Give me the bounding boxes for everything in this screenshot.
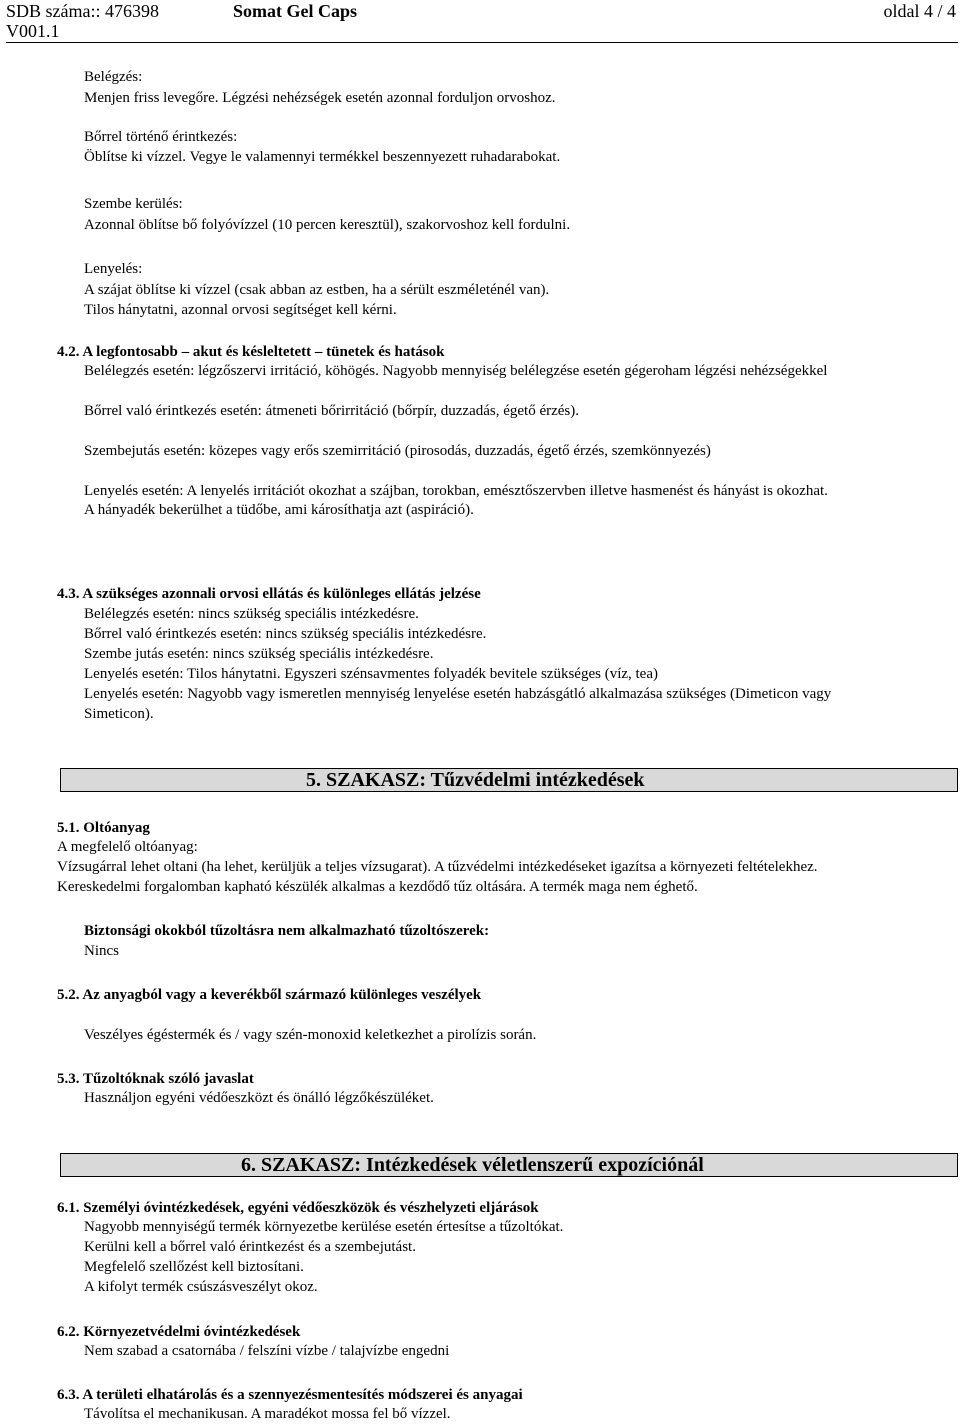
product-name: Somat Gel Caps [233,1,358,21]
symptom-skin: Bőrrel való érintkezés esetén: átmeneti bőrirritáció (bőrpír, duzzadás, égető érzés). [84,403,580,419]
section-6-title: 6. SZAKASZ: Intézkedések véletlenszerű expozíciónál [241,1154,704,1176]
treatment-ingestion-3: Simeticon). [84,706,154,722]
section-5-1-heading: 5.1. Oltóanyag [57,820,150,836]
skin-text: Öblítse ki vízzel. Vegye le valamennyi termékkel beszennyezett ruhadarabokat. [84,149,561,165]
section-5-3-heading: 5.3. Tűzoltóknak szóló javaslat [57,1071,254,1087]
symptom-eye: Szembejutás esetén: közepes vagy erős szemirritáció (pirosodás, duzzadás, égető érzés, szemkönnyezés) [84,443,711,459]
treatment-eye: Szembe jutás esetén: nincs szükség speciális intézkedésre. [84,646,434,662]
page-header [0,0,960,44]
section-6-3-text: Távolítsa el mechanikusan. A maradékot mossa fel bő vízzel. [84,1406,451,1422]
version: V001.1 [6,21,60,41]
section-6-1-heading: 6.1. Személyi óvintézkedések, egyéni védőeszközök és vészhelyzeti eljárások [57,1200,539,1216]
section-5-3-text: Használjon egyéni védőeszközt és önálló légzőkészüléket. [84,1090,434,1106]
eye-label: Szembe kerülés: [84,196,183,212]
treatment-ingestion-2: Lenyelés esetén: Nagyobb vagy ismeretlen mennyiség lenyelése esetén habzásgátló alkalmazása szükséges (Dimeticon vagy [84,686,832,702]
ingestion-label: Lenyelés: [84,261,143,277]
page-number: oldal 4 / 4 [883,1,956,21]
suitable-media-1: Vízsugárral lehet oltani (ha lehet, kerüljük a teljes vízsugarat). A tűzvédelmi intézkedéseket igazítsa a környezeti feltételekhez. [57,859,818,875]
section-6-1-line-4: A kifolyt termék csúszásveszélyt okoz. [84,1279,318,1295]
section-4-2-heading: 4.2. A legfontosabb – akut és késleltetett – tünetek és hatások [57,344,445,360]
suitable-media-2: Kereskedelmi forgalomban kapható készülék alkalmas a kezdődő tűz oltására. A termék maga nem éghető. [57,879,698,895]
treatment-inhalation: Belélegzés esetén: nincs szükség speciális intézkedésre. [84,606,419,622]
suitable-media-label: A megfelelő oltóanyag: [57,839,198,855]
section-6-1-line-1: Nagyobb mennyiségű termék környezetbe kerülése esetén értesítse a tűzoltókat. [84,1219,564,1235]
eye-text: Azonnal öblítse bő folyóvízzel (10 percen keresztül), szakorvoshoz kell fordulni. [84,217,571,233]
section-5-2-text: Veszélyes égéstermék és / vagy szén-monoxid keletkezhet a pirolízis során. [84,1027,537,1043]
ingestion-text-1: A szájat öblítse ki vízzel (csak abban az estben, ha a sérült eszméleténél van). [84,282,550,298]
skin-label: Bőrrel történő érintkezés: [84,129,238,145]
section-5-2-heading: 5.2. Az anyagból vagy a keverékből származó különleges veszélyek [57,987,482,1003]
symptom-ingestion-2: A hányadék bekerülhet a tüdőbe, ami károsíthatja azt (aspiráció). [84,502,474,518]
section-6-2-heading: 6.2. Környezetvédelmi óvintézkedések [57,1324,301,1340]
section-6-3-heading: 6.3. A területi elhatárolás és a szennyezésmentesítés módszerei és anyagai [57,1387,523,1403]
section-6-1-line-3: Megfelelő szellőzést kell biztosítani. [84,1259,304,1275]
inhalation-text: Menjen friss levegőre. Légzési nehézségek esetén azonnal forduljon orvoshoz. [84,90,556,106]
section-5-title: 5. SZAKASZ: Tűzvédelmi intézkedések [306,769,645,791]
treatment-ingestion-1: Lenyelés esetén: Tilos hánytatni. Egyszeri szénsavmentes folyadék bevitele szükséges (víz, tea) [84,666,658,682]
sdb-number: SDB száma:: 476398 [6,1,159,21]
symptom-inhalation: Belélegzés esetén: légzőszervi irritáció, köhögés. Nagyobb mennyiség belélegzése esetén gégeroham légzési nehézségekkel [84,363,828,379]
section-6-1-line-2: Kerülni kell a bőrrel való érintkezést és a szembejutást. [84,1239,416,1255]
treatment-skin: Bőrrel való érintkezés esetén: nincs szükség speciális intézkedésre. [84,626,487,642]
inhalation-label: Belégzés: [84,69,143,85]
ingestion-text-2: Tilos hánytatni, azonnal orvosi segítséget kell kérni. [84,302,397,318]
section-4-3-heading: 4.3. A szükséges azonnali orvosi ellátás és különleges ellátás jelzése [57,586,481,602]
header-divider [6,42,958,43]
section-6-2-text: Nem szabad a csatornába / felszíni vízbe / talajvízbe engedni [84,1343,450,1359]
symptom-ingestion-1: Lenyelés esetén: A lenyelés irritációt okozhat a szájban, torokban, emésztőszervben illetve hasmenést és hányást is okozhat. [84,483,828,499]
unsuitable-media-label: Biztonsági okokból tűzoltásra nem alkalmazható tűzoltószerek: [84,923,490,939]
unsuitable-media-value: Nincs [84,943,119,959]
